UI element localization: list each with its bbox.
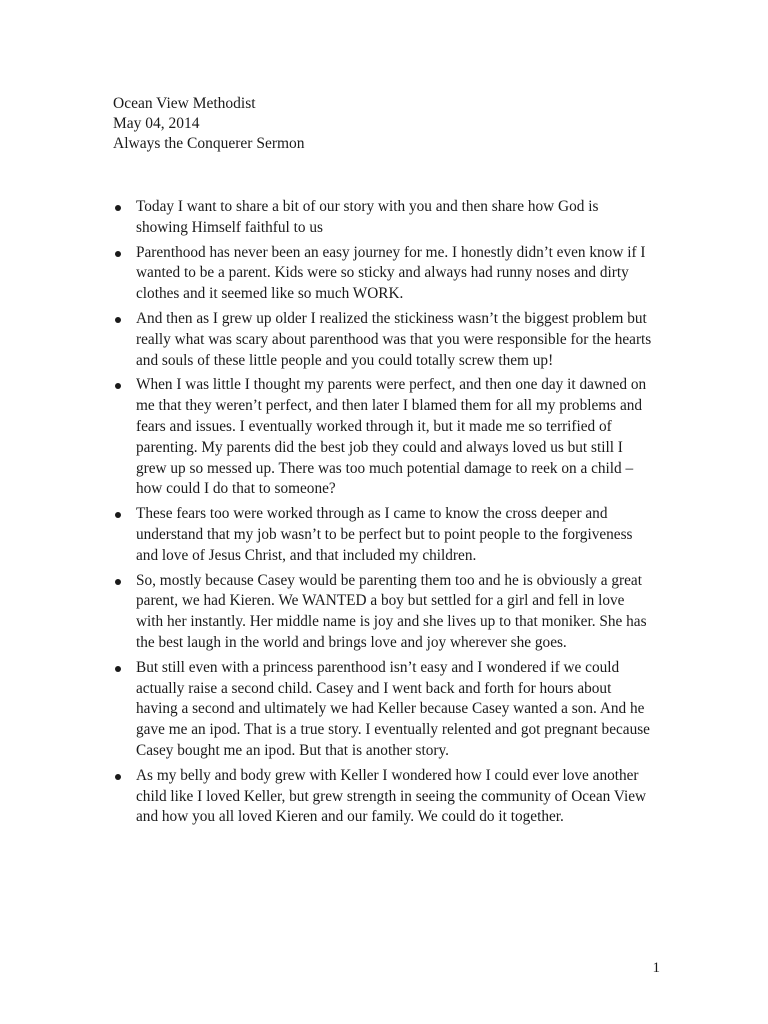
list-item — [113, 504, 653, 566]
list-item-text: When I was little I thought my parents were perfect, and then one day it dawned on me that they weren’t perfect, and then later I blamed them for all my problems and fears and issues. I eventually worked through it, but it made me so terrified of parenting. My parents did the best job they could and always loved us but still I grew up so messed up. There was too much potential damage to reek on a child – how could I do that to someone? — [136, 376, 647, 498]
list-item-text: And then as I grew up older I realized the stickiness wasn’t the biggest problem but really what was scary about parenthood was that you were responsible for the hearts and souls of these little people and you could totally screw them up! — [136, 309, 652, 369]
bullet-icon — [115, 317, 121, 323]
sermon-date: May 04, 2014 — [113, 115, 200, 132]
list-item-text: Parenthood has never been an easy journey for me. I honestly didn’t even know if I wanted to be a parent. Kids were so sticky and always had runny noses and dirty clothes and it seemed like so much WORK. — [136, 243, 646, 303]
sermon-notes-list — [113, 197, 653, 832]
list-item — [113, 243, 653, 305]
document-header — [113, 94, 653, 154]
bullet-icon — [115, 579, 121, 585]
list-item-text: But still even with a princess parenthood isn’t easy and I wondered if we could actually raise a second child. Casey and I went back and forth for hours about having a second and ultimately we had Keller because Casey wanted a son. And he gave me an ipod. That is a true story. I eventually relented and got pregnant because Casey bought me an ipod. But that is another story. — [136, 658, 650, 759]
page-number: 1 — [652, 960, 660, 976]
list-item-text: These fears too were worked through as I came to know the cross deeper and understand that my job wasn’t to be perfect but to point people to the forgiveness and love of Jesus Christ, and that included my children. — [136, 505, 633, 564]
list-item-text: So, mostly because Casey would be parenting them too and he is obviously a great parent, we had Kieren. We WANTED a boy but settled for a girl and fell in love with her instantly. Her middle name is joy and she lives up to that moniker. She has the best laugh in the world and brings love and joy wherever she goes. — [136, 571, 647, 651]
bullet-icon — [115, 774, 121, 780]
bullet-icon — [115, 251, 121, 257]
list-item — [113, 571, 653, 654]
list-item — [113, 658, 653, 762]
bullet-icon — [115, 205, 121, 211]
sermon-title: Always the Conquerer Sermon — [113, 135, 305, 152]
list-item-text: Today I want to share a bit of our story with you and then share how God is showing Himself faithful to us — [136, 198, 599, 236]
list-item — [113, 375, 653, 500]
list-item — [113, 766, 653, 828]
bullet-icon — [115, 512, 121, 518]
list-item — [113, 309, 653, 371]
bullet-icon — [115, 666, 121, 672]
list-item-text: As my belly and body grew with Keller I wondered how I could ever love another child like I loved Keller, but grew strength in seeing the community of Ocean View and how you all loved Kieren and our family. We could do it together. — [136, 766, 647, 826]
church-name: Ocean View Methodist — [113, 95, 256, 112]
list-item — [113, 197, 653, 239]
bullet-icon — [115, 383, 121, 389]
